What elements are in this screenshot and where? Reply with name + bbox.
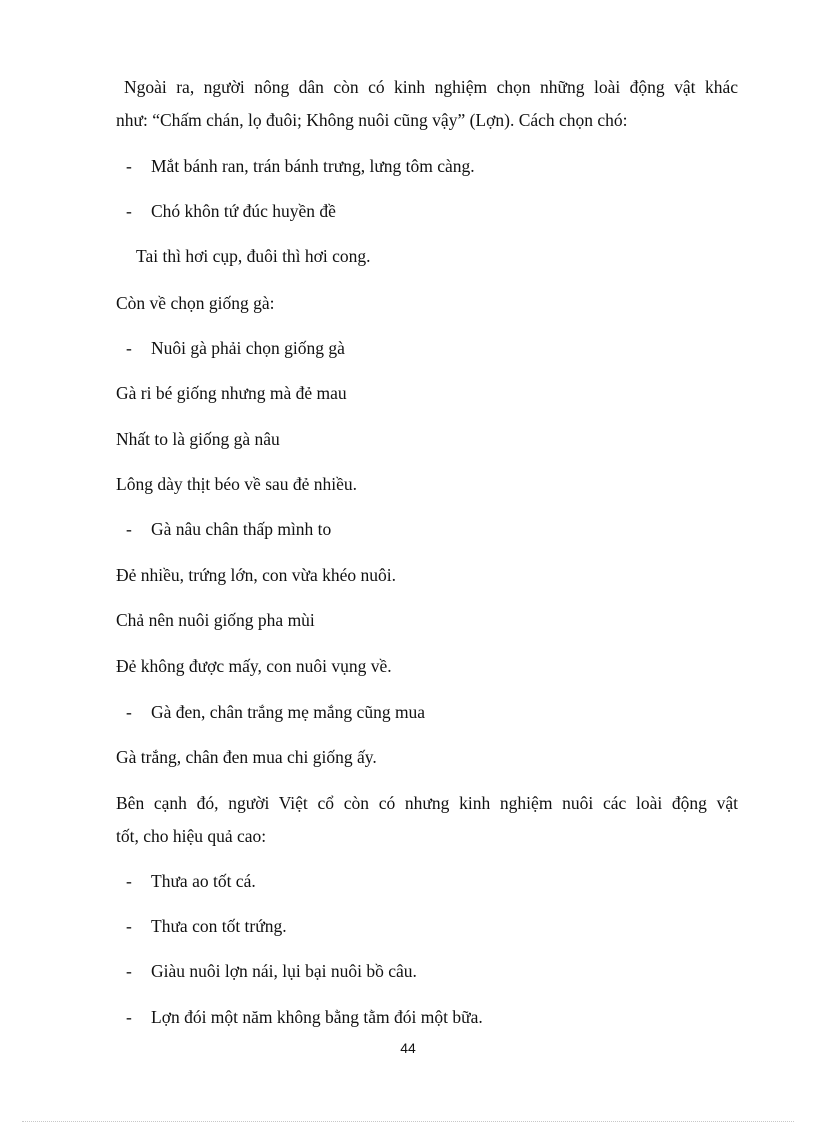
raising-bullet-4: Lợn đói một năm không bằng tằm đói một bữa. <box>151 1007 483 1027</box>
verse-line: Gà ri bé giống nhưng mà đẻ mau <box>116 383 347 403</box>
verse-line: Nhất to là giống gà nâu <box>116 429 280 449</box>
verse-line: Đẻ nhiều, trứng lớn, con vừa khéo nuôi. <box>116 565 396 585</box>
chicken-heading: Còn về chọn giống gà: <box>116 293 275 313</box>
verse-line: Chả nên nuôi giống pha mùi <box>116 610 315 630</box>
raising-bullet-2: Thưa con tốt trứng. <box>151 916 287 936</box>
raising-paragraph-line-2: tốt, cho hiệu quả cao: <box>116 826 267 846</box>
dog-bullet-1: Mắt bánh ran, trán bánh trưng, lưng tôm càng. <box>151 156 475 176</box>
verse-line: Đẻ không được mấy, con nuôi vụng về. <box>116 656 392 676</box>
dog-verse-continuation: Tai thì hơi cụp, đuôi thì hơi cong. <box>136 246 371 266</box>
bullet-dash: - <box>126 961 132 981</box>
raising-bullet-3: Giàu nuôi lợn nái, lụi bại nuôi bồ câu. <box>151 961 417 981</box>
bullet-dash: - <box>126 702 132 722</box>
bullet-dash: - <box>126 338 132 358</box>
dog-bullet-2: Chó khôn tứ đúc huyền đề <box>151 201 336 221</box>
bullet-dash: - <box>126 201 132 221</box>
bullet-dash: - <box>126 871 132 891</box>
raising-bullet-1: Thưa ao tốt cá. <box>151 871 256 891</box>
page-number: 44 <box>400 1040 416 1056</box>
raising-paragraph-line-1: Bên cạnh đó, người Việt cổ còn có nhưng kinh nghiệm nuôi các loài động vật <box>116 793 738 813</box>
chicken-bullet-3: Gà đen, chân trắng mẹ mắng cũng mua <box>151 702 426 722</box>
verse-line: Gà trắng, chân đen mua chi giống ấy. <box>116 747 377 767</box>
bullet-dash: - <box>126 156 132 176</box>
bullet-dash: - <box>126 916 132 936</box>
bullet-dash: - <box>126 519 132 539</box>
intro-paragraph-line-2: như: “Chấm chán, lọ đuôi; Không nuôi cũng vậy” (Lợn). Cách chọn chó: <box>116 110 628 130</box>
bullet-dash: - <box>126 1007 132 1027</box>
intro-paragraph-line-1: Ngoài ra, người nông dân còn có kinh nghiệm chọn những loài động vật khác <box>124 77 738 97</box>
chicken-bullet-2: Gà nâu chân thấp mình to <box>151 519 332 539</box>
verse-line: Lông dày thịt béo về sau đẻ nhiều. <box>116 474 358 494</box>
chicken-bullet-1: Nuôi gà phải chọn giống gà <box>151 338 345 358</box>
page-bottom-divider <box>22 1121 794 1122</box>
